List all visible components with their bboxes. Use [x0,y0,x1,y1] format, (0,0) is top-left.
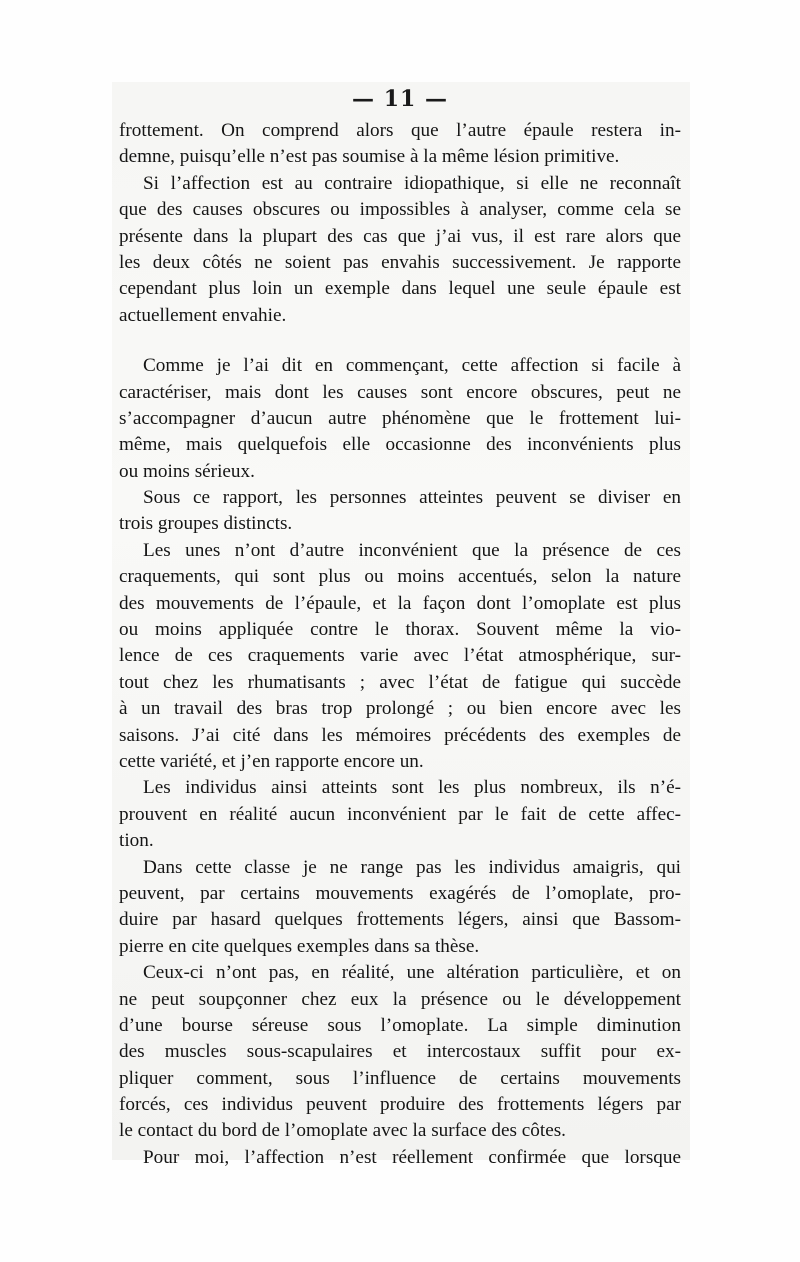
text-line: caractériser, mais dont les causes sont encore obscures, peut ne [119,381,681,403]
text-line: Sous ce rapport, les personnes atteintes peuvent se diviser en [143,487,681,509]
text-line: Si l’affection est au contraire idiopathique, si elle ne reconnaît [143,172,681,194]
body-text [119,118,681,1171]
text-line: peuvent, par certains mouvements exagérés de l’omoplate, pro- [119,882,681,904]
text-line: tout chez les rhumatisants ; avec l’état de fatigue qui succède [119,671,681,693]
text-line: prouvent en réalité aucun inconvénient par le fait de cette affec- [119,803,681,825]
text-line: Comme je l’ai dit en commençant, cette affection si facile à [143,355,681,377]
text-line: craquements, qui sont plus ou moins accentués, selon la nature [119,566,681,588]
text-line: pliquer comment, sous l’influence de certains mouvements [119,1067,681,1089]
text-line: ou moins appliquée contre le thorax. Souvent même la vio- [119,619,681,641]
text-line: présente dans la plupart des cas que j’ai vus, il est rare alors que [119,225,681,247]
text-line: tion. [119,830,154,852]
text-line: ou moins sérieux. [119,460,255,482]
text-line: saisons. J’ai cité dans les mémoires précédents des exemples de [119,724,681,746]
page-number: — 11 — [352,86,448,112]
text-line: les deux côtés ne soient pas envahis successivement. Je rapporte [119,251,681,273]
text-line: trois groupes distincts. [119,513,293,535]
text-line: des muscles sous-scapulaires et intercostaux suffit pour ex- [119,1041,681,1063]
text-line: même, mais quelquefois elle occasionne des inconvénients plus [119,434,681,456]
text-line: ne peut soupçonner chez eux la présence ou le développement [119,988,681,1010]
text-line: actuellement envahie. [119,304,287,326]
text-line: forcés, ces individus peuvent produire des frottements légers par [119,1094,681,1116]
text-line: le contact du bord de l’omoplate avec la surface des côtes. [119,1120,566,1142]
text-line: que des causes obscures ou impossibles à analyser, comme cela se [119,199,681,221]
text-line: pierre en cite quelques exemples dans sa thèse. [119,935,480,957]
text-line: s’accompagner d’aucun autre phénomène que le frottement lui- [119,407,681,429]
text-line: des mouvements de l’épaule, et la façon dont l’omoplate est plus [119,592,681,614]
text-line: Les individus ainsi atteints sont les plus nombreux, ils n’é- [143,777,681,799]
text-line: Dans cette classe je ne range pas les individus amaigris, qui [143,856,681,878]
text-line: cette variété, et j’en rapporte encore un. [119,750,424,772]
text-line: duire par hasard quelques frottements légers, ainsi que Bassom- [119,909,681,931]
text-line: frottement. On comprend alors que l’autre épaule restera in- [119,120,681,141]
text-line: d’une bourse séreuse sous l’omoplate. La simple diminution [119,1014,681,1036]
paragraph-gap [119,329,681,353]
text-line: cependant plus loin un exemple dans lequel une seule épaule est [119,278,681,300]
text-line: à un travail des bras trop prolongé ; ou bien encore avec les [119,698,681,720]
text-line: Ceux-ci n’ont pas, en réalité, une altération particulière, et on [143,962,681,984]
text-line: lence de ces craquements varie avec l’état atmosphérique, sur- [119,645,681,667]
text-line: demne, puisqu’elle n’est pas soumise à la même lésion primitive. [119,146,620,168]
text-line: Les unes n’ont d’autre inconvénient que la présence de ces [143,539,681,561]
text-line: Pour moi, l’affection n’est réellement confirmée que lorsque [143,1146,681,1168]
